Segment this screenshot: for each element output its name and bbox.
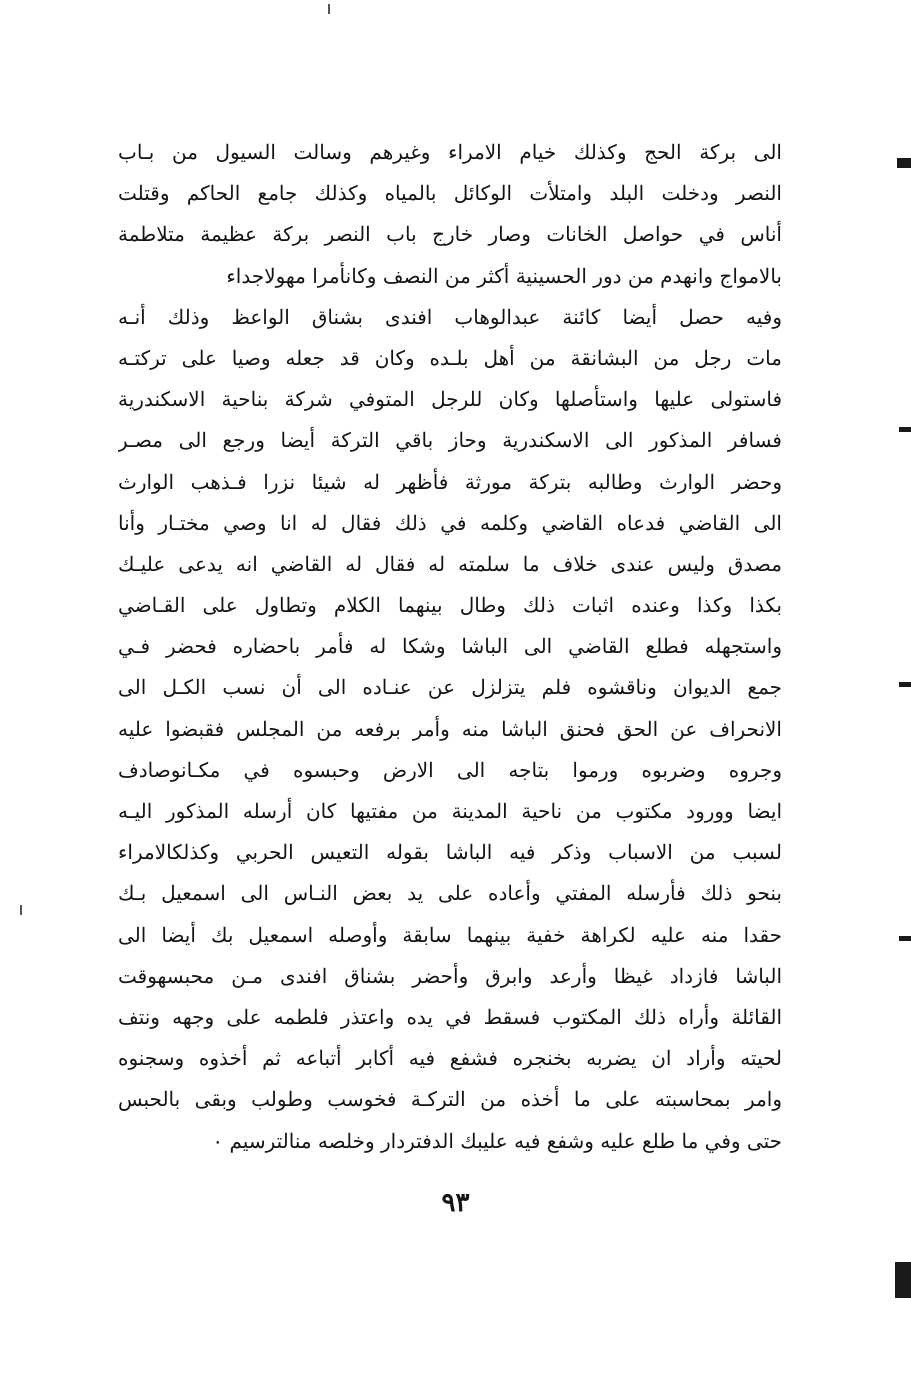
scan-edge-mark bbox=[899, 427, 911, 432]
text-line: جمع الديوان وناقشوه فلم يتزلزل عن عنـاده الى أن نسب الكـل الى bbox=[118, 675, 782, 700]
text-line: أناس في حواصل الخانات وصار خارج باب النصر بركة عظيمة متلاطمة bbox=[118, 222, 782, 247]
scan-edge-mark bbox=[899, 682, 911, 687]
text-line: الباشا فازداد غيظا وأرعد وابرق وأحضر بشناق افندى مـن محبسهوقت bbox=[118, 963, 782, 988]
text-line: وامر بمحاسبته على ما أخذه من التركـة فخوسب وطولب وبقى بالحبس bbox=[118, 1087, 782, 1112]
text-line: حقدا منه عليه لكراهة خفية بينهما سابقة وأوصله اسمعيل بك أيضا الى bbox=[118, 922, 782, 947]
text-line: مصدق وليس عندى خلاف ما سلمته له فقال له القاضي انه يدعى عليـك bbox=[118, 551, 782, 576]
text-line: وفيه حصل أيضا كائنة عبدالوهاب افندى بشناق الواعظ وذلك أنـه bbox=[118, 304, 782, 329]
scan-edge-mark bbox=[899, 936, 911, 941]
text-line: لسبب من الاسباب وذكر فيه الباشا بقوله التعيس الحربي وكذلكالامراء bbox=[118, 840, 782, 865]
scan-edge-mark bbox=[897, 158, 911, 168]
text-line: النصر ودخلت البلد وامتلأت الوكائل بالمياه وكذلك جامع الحاكم وقتلت bbox=[118, 181, 782, 206]
text-line: الانحراف عن الحق فحنق الباشا منه وأمر برفعه من المجلس فقبضوا عليه bbox=[118, 716, 782, 741]
text-line: وحضر الوارث وطالبه بتركة مورثة فأظهر له شيئا نزرا فـذهب الوارث bbox=[118, 469, 782, 494]
text-line: واستجهله فطلع القاضي الى الباشا وشكا له فأمر باحضاره فحضر فـي bbox=[118, 634, 782, 659]
scan-stray-mark bbox=[328, 4, 330, 14]
page-body-text bbox=[118, 132, 782, 1162]
text-line: ايضا وورود مكتوب من ناحية المدينة من مفتيها كان أرسله المذكور اليـه bbox=[118, 799, 782, 823]
text-line: بالامواج وانهدم من دور الحسينية أكثر من النصف وكانأمرا مهولاجداء bbox=[226, 263, 782, 288]
page-number: ٩٣ bbox=[441, 1188, 470, 1218]
text-line: مات رجل من البشانقة من أهل بلـده وكان قد جعله وصيا على تركتـه bbox=[118, 345, 782, 370]
text-line: الى القاضي فدعاه القاضي وكلمه في ذلك فقال له انا وصي مختـار وأنا bbox=[118, 510, 782, 535]
text-line: بنحو ذلك فأرسله المفتي وأعاده على يد بعض النـاس الى اسمعيل بـك bbox=[118, 881, 782, 906]
text-line: الى بركة الحج وكذلك خيام الامراء وغيرهم وسالت السيول من بـاب bbox=[118, 140, 782, 164]
text-line: بكذا وكذا وعنده اثبات ذلك وطال بينهما الكلام وتطاول على القـاضي bbox=[118, 593, 782, 618]
scan-edge-mark bbox=[895, 1262, 911, 1298]
text-line: وجروه وضربوه ورموا بتاجه الى الارض وحبسوه في مكـانوصادف bbox=[118, 757, 782, 782]
text-line: لحيته وأراد ان يضربه بخنجره فشفع فيه أكابر أتباعه ثم أخذوه وسجنوه bbox=[118, 1046, 782, 1071]
text-line: فسافر المذكور الى الاسكندرية وحاز باقي التركة أيضا ورجع الى مصـر bbox=[118, 428, 782, 453]
text-line: فاستولى عليها واستأصلها وكان للرجل المتوفي شركة بناحية الاسكندرية bbox=[118, 387, 782, 412]
text-line: حتى وفي ما طلع عليه وشفع فيه عليبك الدفتردار وخلصه منالترسيم ٠ bbox=[212, 1128, 782, 1153]
text-line: القائلة وأراه ذلك المكتوب فسقط في يده واعتذر فلطمه على وجهه ونتف bbox=[118, 1004, 782, 1029]
scan-stray-mark bbox=[20, 905, 22, 915]
